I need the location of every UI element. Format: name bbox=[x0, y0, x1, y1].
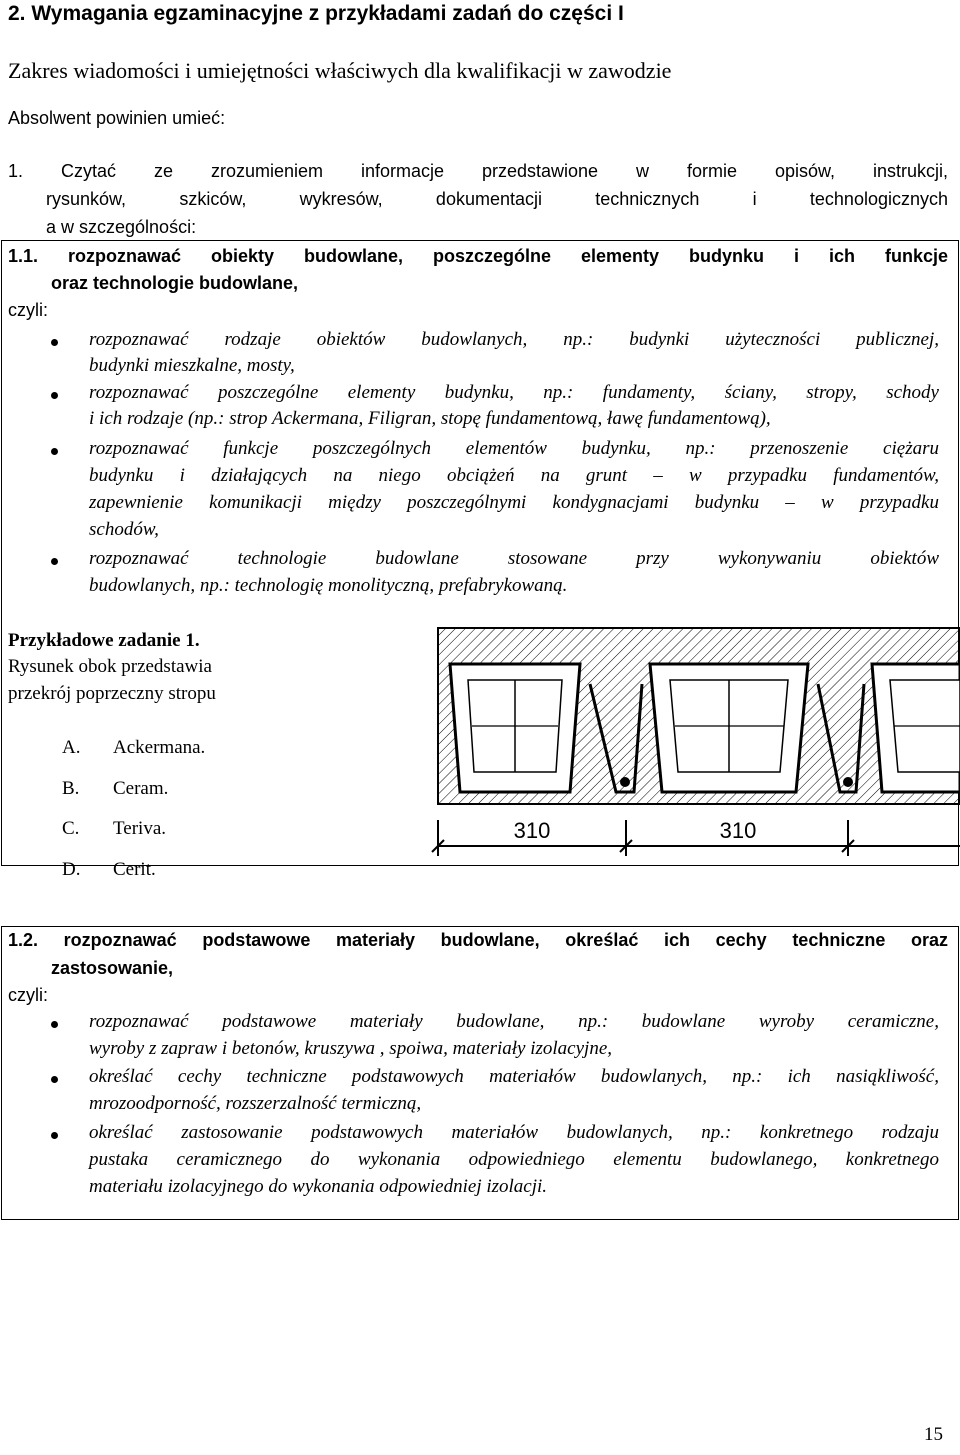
absolwent-label: Absolwent powinien umieć: bbox=[8, 108, 226, 128]
box1-bullet4-line2: budowlanych, np.: technologię monolityczną, prefabrykowaną. bbox=[89, 575, 568, 596]
point1-line2: rysunków, szkiców, wykresów, dokumentacji technicznych i technologicznych bbox=[46, 189, 948, 209]
bullet-dot bbox=[51, 1021, 58, 1028]
option-b-letter: B. bbox=[62, 778, 80, 799]
page-number: 15 bbox=[924, 1424, 943, 1445]
box2-bullet3-line3: materiału izolacyjnego do wykonania odpowiedniej izolacji. bbox=[89, 1176, 548, 1197]
task-title: Przykładowe zadanie 1. bbox=[8, 630, 200, 651]
box1-bullet3-line1: rozpoznawać funkcje poszczególnych elementów budynku, np.: przenoszenie ciężaru bbox=[89, 438, 939, 459]
option-d-text[interactable]: Cerit. bbox=[113, 859, 156, 880]
bullet-dot bbox=[51, 558, 58, 565]
box1-bullet2-line1: rozpoznawać poszczególne elementy budynku, np.: fundamenty, ściany, stropy, schody bbox=[89, 382, 939, 403]
hollow-block-left bbox=[450, 664, 580, 792]
box2-heading-line1: 1.2. rozpoznawać podstawowe materiały budowlane, określać ich cechy techniczne oraz bbox=[8, 930, 948, 950]
box2-bullet1-line1: rozpoznawać podstawowe materiały budowlane, np.: budowlane wyroby ceramiczne, bbox=[89, 1011, 939, 1032]
box1-heading-line1: 1.1. rozpoznawać obiekty budowlane, poszczególne elementy budynku i ich funkcje bbox=[8, 246, 948, 266]
option-c-text[interactable]: Teriva. bbox=[113, 818, 167, 839]
box2-bullet1-line2: wyroby z zapraw i betonów, kruszywa , spoiwa, materiały izolacyjne, bbox=[89, 1038, 613, 1059]
bullet-dot bbox=[51, 392, 58, 399]
bullet-dot bbox=[51, 1132, 58, 1139]
hollow-block-middle bbox=[650, 664, 808, 792]
bullet-dot bbox=[51, 1076, 58, 1083]
box1-bullet4-line1: rozpoznawać technologie budowlane stosowane przy wykonywaniu obiektów bbox=[89, 548, 939, 569]
bullet-dot bbox=[51, 448, 58, 455]
dimension-label-left: 310 bbox=[513, 818, 551, 843]
option-c-letter: C. bbox=[62, 818, 80, 839]
box1-bullet3-line4: schodów, bbox=[89, 519, 159, 540]
option-d-letter: D. bbox=[62, 859, 81, 880]
box2-heading-line2: zastosowanie, bbox=[51, 958, 174, 978]
box1-bullet3-line3: zapewnienie komunikacji między poszczególnymi kondygnacjami budynku – w przypadku bbox=[89, 492, 939, 513]
task-text-line1: Rysunek obok przedstawia bbox=[8, 656, 212, 677]
box2-bullet2-line1: określać cechy techniczne podstawowych materiałów budowlanych, np.: ich nasiąkliwość, bbox=[89, 1066, 939, 1087]
box1-heading-line2: oraz technologie budowlane, bbox=[51, 273, 299, 293]
floor-cross-section-figure bbox=[420, 624, 960, 896]
section-title: 2. Wymagania egzaminacyjne z przykładami zadań do części I bbox=[8, 2, 624, 25]
dimension-line bbox=[432, 820, 960, 856]
box1-bullet1-line2: budynki mieszkalne, mosty, bbox=[89, 355, 295, 376]
box2-czyli: czyli: bbox=[8, 985, 48, 1005]
box2-bullet3-line2: pustaka ceramicznego do wykonania odpowiedniego elementu budowlanego, konkretnego bbox=[89, 1149, 939, 1170]
option-a-text[interactable]: Ackermana. bbox=[113, 737, 206, 758]
point1-line1: 1. Czytać ze zrozumieniem informacje przedstawione w formie opisów, instrukcji, bbox=[8, 161, 948, 181]
option-b-text[interactable]: Ceram. bbox=[113, 778, 169, 799]
subtitle: Zakres wiadomości i umiejętności właściwych dla kwalifikacji w zawodzie bbox=[8, 58, 672, 83]
box1-bullet3-line2: budynku i działających na niego obciążeń na grunt – w przypadku fundamentów, bbox=[89, 465, 939, 486]
box1-bullet2-line2: i ich rodzaje (np.: strop Ackermana, Filigran, stopę fundamentową, ławę fundamentową), bbox=[89, 408, 771, 429]
bullet-dot bbox=[51, 339, 58, 346]
point1-line3: a w szczególności: bbox=[46, 217, 197, 237]
box2-bullet3-line1: określać zastosowanie podstawowych materiałów budowlanych, np.: konkretnego rodzaju bbox=[89, 1122, 939, 1143]
hollow-block-right bbox=[872, 664, 960, 792]
box1-bullet1-line1: rozpoznawać rodzaje obiektów budowlanych, np.: budynki użyteczności publicznej, bbox=[89, 329, 939, 350]
dimension-label-right: 310 bbox=[719, 818, 757, 843]
box1-czyli: czyli: bbox=[8, 300, 48, 320]
task-text-line2: przekrój poprzeczny stropu bbox=[8, 683, 216, 704]
box2-bullet2-line2: mrozoodporność, rozszerzalność termiczną, bbox=[89, 1093, 422, 1114]
option-a-letter: A. bbox=[62, 737, 81, 758]
